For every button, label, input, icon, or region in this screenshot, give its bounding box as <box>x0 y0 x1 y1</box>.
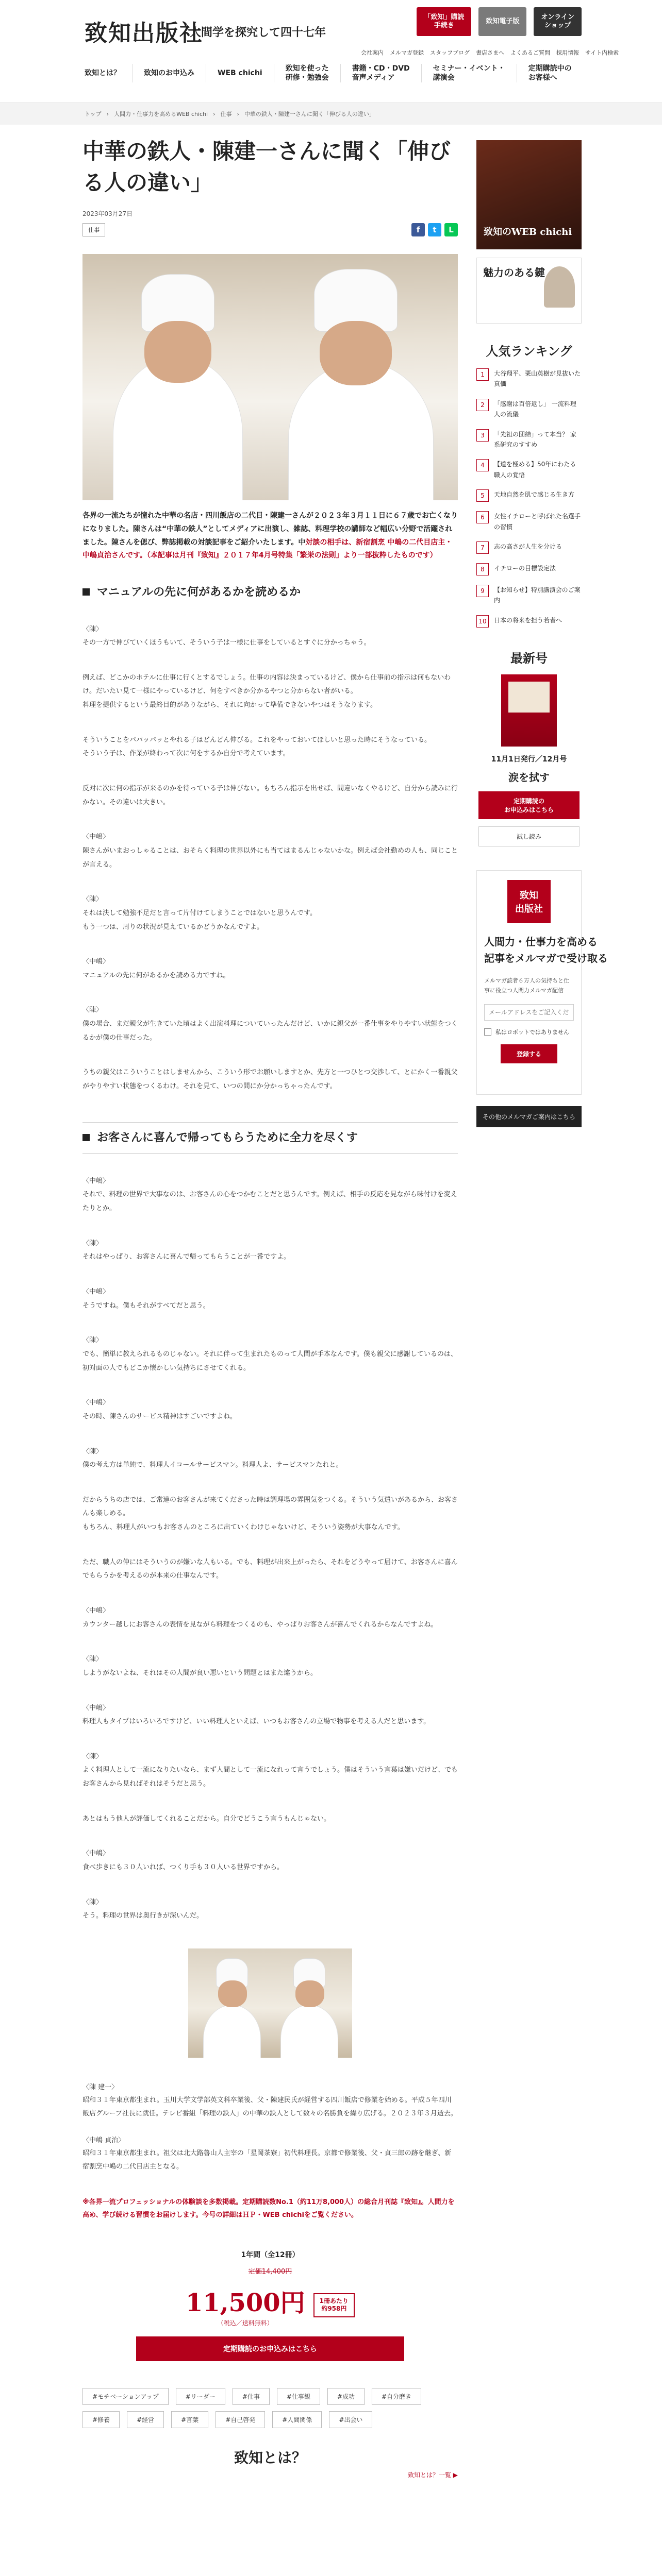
about-chichi-heading: 致知とは？ <box>234 2449 306 2467</box>
page-title: 中華の鉄人・陳建一さんに聞く「伸びる人の違い」 <box>82 139 451 195</box>
header-utility-links <box>361 48 619 57</box>
mail-logo: 致知 出版社 <box>507 880 551 923</box>
ranking-item[interactable]: 7 志の高さが人生を分ける <box>476 541 582 554</box>
paragraph: 〈中嶋〉 その時、陳さんのサービス精神はすごいですよね。 <box>82 1399 237 1420</box>
tag-link[interactable]: #自己啓発 <box>216 2411 265 2428</box>
price-title: 1年間（全12冊） <box>241 2251 300 2260</box>
sidebar-sample-button[interactable]: 試し読み <box>478 826 580 846</box>
profile-nakajima: 〈中嶋 貞治〉 昭和３１年東京都生まれ。祖父は北大路魯山人主宰の「星岡茶寮」初代料理長。京都で修業後、父・貞三郎の跡を継ぎ、新宿割烹中嶋の二代目店主となる。 <box>82 2136 452 2171</box>
ranking-heading: 人気ランキング <box>486 344 572 359</box>
paragraph: 〈陳〉 でも、簡単に教えられるものじゃない。それに伴って生まれたものって人間が手本なんです。僕も親父に感謝しているのは、初対面の人でもどこか懐かしい気持ちにさせてくれる。 <box>82 1336 457 1372</box>
nav-web-chichi[interactable]: WEB chichi <box>206 64 274 82</box>
tag-link[interactable]: #モチベーションアップ <box>82 2388 169 2405</box>
about-chichi-more-link[interactable]: 致知とは？一覧 ▶ <box>407 2471 458 2479</box>
paragraph: 〈中嶋〉 そうですね。僕もそれがすべてだと思う。 <box>82 1288 210 1310</box>
paragraph: 〈中嶋〉 それで、料理の世界で大事なのは、お客さんの心をつかむことだと思うんです。例えば、相手の反応を見ながら味付けを変えたりとか。 <box>82 1177 457 1213</box>
line-share-icon[interactable]: L <box>444 223 458 236</box>
paragraph: あとはもう他人が評価してくれることだから。自分でどうこう言うもんじゃない。 <box>82 1815 331 1823</box>
sidebar <box>476 125 608 1127</box>
ranking-item[interactable]: 3 「先祖の団結」って本当？ 家系研究のすすめ <box>476 429 582 450</box>
latest-issue-heading: 最新号 <box>510 650 548 666</box>
mail-title: 人間力・仕事力を高める 記事をメルマガで受け取る <box>484 935 608 964</box>
price-per-issue-badge: 1冊あたり 約958円 <box>313 2293 355 2317</box>
paragraph: 〈陳〉 それはやっぱり、お客さんに喜んで帰ってもらうことが一番ですよ。 <box>82 1239 291 1261</box>
profile-chen: 〈陳 建一〉 昭和３１年東京都生まれ。玉川大学文学部英文科卒業後、父・陳建民氏が経営する四川飯店で修業を始める。平成５年四川飯店グループ社長に就任。テレビ番組「料理の鉄人」の中華の鉄人として数々の名勝負を繰り広げる。２０２３年３月逝去。 <box>82 2083 457 2117</box>
sidebar-subscribe-button[interactable]: 定期購読の お申込みはこちら <box>478 791 580 819</box>
ranking-list <box>476 368 582 628</box>
mail-description: メルマガ読者６万人の気持ちと仕事に役立つ人間力メルマガ配信 <box>484 977 569 994</box>
breadcrumb-home[interactable]: トップ <box>85 111 102 117</box>
paragraph: 〈中嶋〉 陳さんがいまおっしゃることは、おそらく料理の世界以外にも当てはまるんじゃないかな。例えば会社勤めの人も、同じことが言える。 <box>82 833 458 869</box>
ranking-item[interactable]: 6 女性イチローと呼ばれた名選手の習慣 <box>476 511 582 532</box>
paragraph: 〈陳〉 僕の考え方は単純で、料理人イコールサービスマン。料理人よ、サービスマンたれと。 <box>82 1447 343 1469</box>
article <box>82 125 458 2479</box>
link-site-search[interactable]: サイト内検索 <box>585 49 619 56</box>
subscribe-button[interactable]: 「致知」購読 手続き <box>417 7 471 36</box>
tag-link[interactable]: #リーダー <box>176 2388 225 2405</box>
paragraph: 〈陳〉 そう。料理の世界は奥行きが深いんだ。 <box>82 1898 204 1920</box>
article-lead: 各界の一流たちが憧れた中華の名店・四川飯店の二代目・陳建一さんが２０２３年３月１１日に６７歳でお亡くなりになりました。陳さんは“中華の鉄人”としてメディアに出演し、雑誌、料理学校の講師など幅広い分野で活躍されました。陳さんを偲び、弊誌掲載の対談記事をご紹介いたします。中対談の相手は、新宿割烹 中嶋の二代目店主・中嶋貞治さんです。（本記事は月刊『致知』２０１７年4月号特集「繁栄の法則」より一部抜粋したものです） <box>82 511 458 560</box>
tag-link[interactable]: #出会い <box>329 2411 372 2428</box>
link-bookstores[interactable]: 書店さまへ <box>476 49 504 56</box>
chef-face-right <box>320 321 392 385</box>
mail-email-input[interactable] <box>484 1004 574 1021</box>
mail-submit-button[interactable]: 登録する <box>501 1044 557 1063</box>
tag-link[interactable]: #人間関係 <box>272 2411 322 2428</box>
tag-link[interactable]: #修養 <box>82 2411 120 2428</box>
twitter-share-icon[interactable]: t <box>428 223 441 236</box>
tag-link[interactable]: #言葉 <box>171 2411 208 2428</box>
interview-photo <box>188 1948 352 2058</box>
tag-link[interactable]: #自分磨き <box>372 2388 421 2405</box>
paragraph: 〈中嶋〉 マニュアルの先に何があるかを読める力ですね。 <box>82 958 230 979</box>
paragraph: 〈陳〉 よく料理人として一流になりたいなら、まず人間として一流になれって言うでしょう。僕はそういう言葉は嫌いだけど、でもお客さんから見ればそれはそうだと思う。 <box>82 1752 458 1788</box>
nav-apply[interactable]: 致知のお申込み <box>133 64 206 82</box>
site-logo[interactable]: 致知出版社 <box>85 20 203 46</box>
site-header <box>0 0 662 103</box>
paragraph: 例えば、どこかのホテルに仕事に行くとするでしょう。仕事の内容は決まっているけど、僕から仕事前の指示は何もないわけ。だいたい見て一様にやっているけど、何をすべきか分かるやつと分からない者がいる。 料理を提供するという最終目的がありながら、それに向かって準備できないやつはそうなります。 <box>82 673 451 709</box>
link-mailmagazine[interactable]: メルマガ登録 <box>390 49 424 56</box>
paragraph: 〈陳〉 その一方で伸びていくほうもいて、そういう子は一様に仕事をしているとすぐに分かっちゃう。 <box>82 625 371 647</box>
latest-issue-date: 11月1日発行／12月号 <box>491 755 567 764</box>
tag-link[interactable]: #成功 <box>327 2388 365 2405</box>
breadcrumb: トップ › 人間力・仕事力を高めるWEB chichi › 仕事 › 中華の鉄人・陳建一さんに聞く「伸びる人の違い」 <box>0 103 662 125</box>
paragraph: そういうことをパパッパッとやれる子はどんどん伸びる。これをやっておいてほしいと思った時にそうなっている。 そういう子は、作業が終わって次に何をするか自分で考えています。 <box>82 736 432 758</box>
breadcrumb-current: 中華の鉄人・陳建一さんに聞く「伸びる人の違い」 <box>244 111 375 117</box>
section-heading-1: マニュアルの先に何があるかを読めるか <box>82 583 458 601</box>
paragraph: 〈中嶋〉 料理人もタイプはいろいろですけど、いい料理人といえば、いつもお客さんの立場で物事を考える人だと思います。 <box>82 1704 431 1726</box>
latest-issue-cover[interactable] <box>501 674 557 747</box>
subscribe-cta-button[interactable]: 定期購読のお申込みはこちら <box>136 2336 404 2361</box>
book-promo-banner[interactable]: 魅力のある鍵 <box>476 258 582 324</box>
paragraph: だからうちの店では、ご常連のお客さんが来てくださった時は調理場の雰囲気をつくる。そういう気遣いがあるから、お客さんも楽しめる。 もちろん、料理人がいつもお客さんのところに出ていくわけじゃないけど、そういう姿勢が大事なんです。 <box>82 1496 458 1532</box>
ranking-item[interactable]: 8 イチローの目標設定法 <box>476 563 582 575</box>
paragraph: 〈陳〉 しようがないよね、それはその人間が良い悪いという問題とはまた違うから。 <box>82 1655 318 1677</box>
section-divider <box>82 1122 458 1154</box>
price-tax-note: （税込／送料無料） <box>217 2319 273 2327</box>
nav-training[interactable]: 致知を使った 研修・勉強会 <box>274 64 341 82</box>
ranking-item[interactable]: 1 大谷翔平、栗山英樹が見抜いた真価 <box>476 368 582 389</box>
tag-link[interactable]: #仕事観 <box>277 2388 320 2405</box>
digital-edition-button[interactable]: 致知電子版 <box>478 7 526 36</box>
publish-date: 2023年03月27日 <box>82 210 133 217</box>
section-2-body <box>82 1154 458 1931</box>
captcha-checkbox[interactable] <box>484 1028 491 1036</box>
online-shop-button[interactable]: オンライン ショップ <box>534 7 582 36</box>
section-1-body <box>82 602 458 1101</box>
nav-seminars[interactable]: セミナー・イベント・ 講演会 <box>422 64 517 82</box>
paragraph: 〈陳〉 それは決して勉強不足だと言って片付けてしまうことではないと思うんです。 もう一つは、周りの状況が見えているかどうかなんですよ。 <box>82 895 317 931</box>
link-staff-blog[interactable]: スタッフブログ <box>430 49 470 56</box>
nav-about[interactable]: 致知とは？ <box>85 64 133 82</box>
share-buttons <box>411 223 458 236</box>
tag-link[interactable]: #仕事 <box>233 2388 270 2405</box>
paragraph: 反対に次に何の指示が来るのかを待っている子は伸びない。もちろん指示を出せば、間違いなくやるけど、自分から読みに行かない。その違いは大きい。 <box>82 785 458 806</box>
site-tagline: 人間学を探究して四十七年 <box>190 26 326 39</box>
link-faq[interactable]: よくあるご質問 <box>510 49 550 56</box>
paragraph: 〈中嶋〉 カウンター越しにお客さんの表情を見ながら料理をつくるのも、やっぱりお客さんが喜んでくれるからなんですよね。 <box>82 1606 438 1629</box>
ranking-item[interactable]: 5 天地自然を肌で感じる生き方 <box>476 489 582 502</box>
paragraph: ただ、職人の仲にはそういうのが嫌いな人もいる。でも、料理が出来上がったら、それをどうやって届けて、お客さんに喜んでもらうかを考えるのが本来の仕事なんです。 <box>82 1558 458 1580</box>
other-mailmagazines-link[interactable]: その他のメルマガご案内はこちら <box>476 1106 582 1127</box>
header-buttons <box>417 7 582 36</box>
facebook-share-icon[interactable]: f <box>411 223 425 236</box>
category-tag[interactable]: 仕事 <box>82 223 105 236</box>
ranking-item[interactable]: 4 【道を極める】50年にわたる職人の覚悟 <box>476 459 582 480</box>
breadcrumb-web-chichi[interactable]: 人間力・仕事力を高めるWEB chichi <box>114 111 208 117</box>
latest-issue-theme: 涙を拭す <box>508 771 550 784</box>
mailmagazine-signup: 致知 出版社 人間力・仕事力を高める 記事をメルマガで受け取る メルマガ読者６万人の気持ちと仕事に役立つ人間力メルマガ配信 メールアドレスをご記入ください 私はロボットではありません 登録する <box>476 870 582 1095</box>
promo-notice: ※各界一流プロフェッショナルの体験談を多数掲載。定期購読数No.1（約11万8,000人）の総合月刊誌『致知』。人間力を高め、学び続ける習慣をお届けします。今号の詳細はＨＰ・WEB chichiをご覧ください。 <box>82 2198 455 2219</box>
paragraph: 〈陳〉 僕の場合、まだ親父が生きていた頃はよく出演料理についていったんだけど、いかに親父が一番仕事をやりやすい状態をつくるかが僕の仕事だった。 <box>82 1006 458 1042</box>
author-photo <box>544 266 575 308</box>
web-chichi-banner[interactable]: 致知のWEB chichi <box>476 140 582 249</box>
chef-face-left <box>144 321 211 383</box>
price-current: 11,500円 <box>185 2289 305 2318</box>
subscription-price-block <box>82 2249 458 2361</box>
global-nav <box>85 64 583 82</box>
breadcrumb-category[interactable]: 仕事 <box>220 111 232 117</box>
ranking-item[interactable]: 9 【お知らせ】特別講演会のご案内 <box>476 585 582 606</box>
paragraph: 〈中嶋〉 食べ歩きにも３０人いれば、つくり手も３０人いる世界ですから。 <box>82 1850 284 1872</box>
article-tags <box>82 2388 458 2428</box>
ranking-item[interactable]: 10 日本の将来を担う若者へ <box>476 615 582 628</box>
nav-subscribers[interactable]: 定期購読中の お客様へ <box>528 64 572 82</box>
paragraph: うちの親父はこういうことはしませんから、こういう形でお願いしますとか、先方と一つひとつ交渉して、とにかく一番親父がやりやすい状態をつくるわけ。それを見て、いつの間にか分かっちゃったんです。 <box>82 1069 458 1090</box>
link-recruit[interactable]: 採用情報 <box>556 49 579 56</box>
nav-books[interactable]: 書籍・CD・DVD 音声メディア <box>341 64 422 82</box>
tag-link[interactable]: #経営 <box>127 2411 164 2428</box>
hero-photo <box>82 254 458 500</box>
ranking-item[interactable]: 2 「感謝は百倍返し」 一流料理人の流儀 <box>476 399 582 420</box>
section-heading-2: お客さんに喜んで帰ってもらうために全力を尽くす <box>82 1129 458 1147</box>
profile-block <box>82 2058 458 2181</box>
price-old: 定価14,400円 <box>248 2268 292 2276</box>
link-company[interactable]: 会社案内 <box>361 49 384 56</box>
